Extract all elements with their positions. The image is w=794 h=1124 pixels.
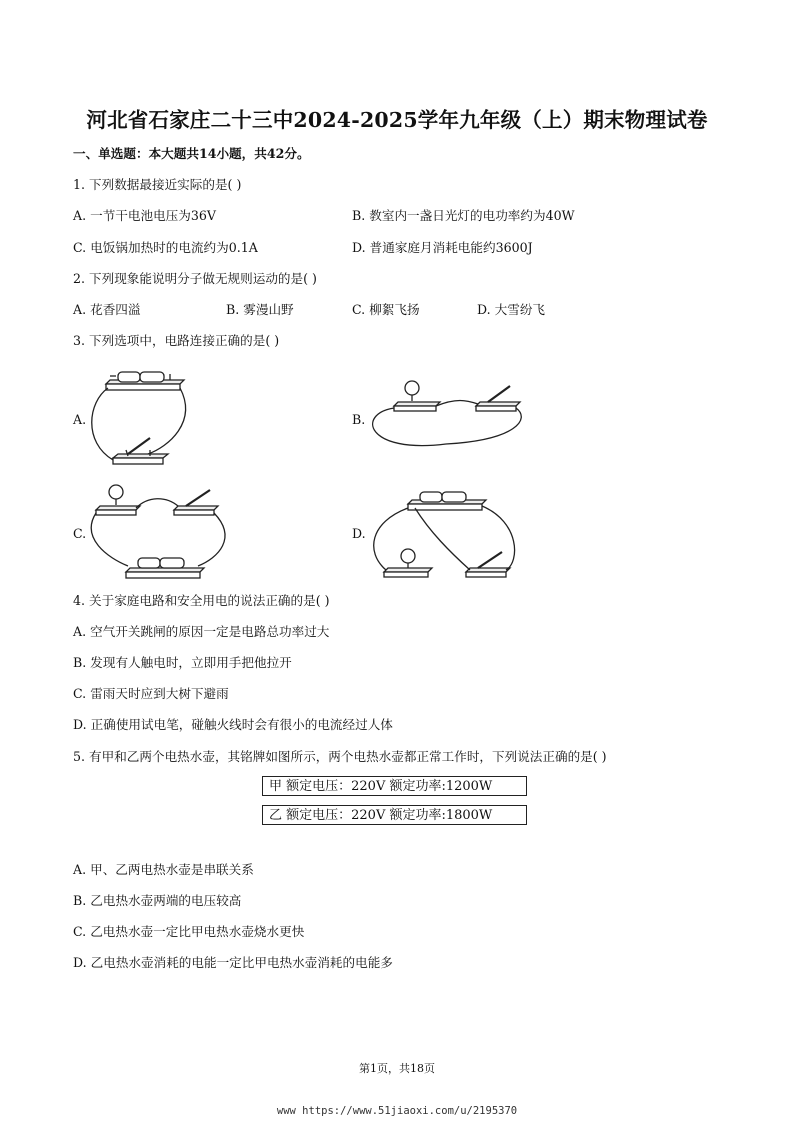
question-1-stem: 1. 下列数据最接近实际的是( ): [73, 177, 242, 192]
question-5-option-b: B. 乙电热水壶两端的电压较高: [73, 893, 242, 908]
page-title: 河北省石家庄二十三中2024-2025学年九年级（上）期末物理试卷: [86, 108, 708, 132]
question-5-option-a: A. 甲、乙两电热水壶是串联关系: [73, 862, 254, 877]
nameplate-jia: 甲 额定电压：220V 额定功率:1200W: [262, 776, 527, 796]
question-1-option-d: D. 普通家庭月消耗电能约3600J: [352, 240, 533, 255]
question-5-option-c: C. 乙电热水壶一定比甲电热水壶烧水更快: [73, 924, 305, 939]
question-4-option-c: C. 雷雨天时应到大树下避雨: [73, 686, 229, 701]
question-5-stem: 5. 有甲和乙两个电热水壶，其铭牌如图所示，两个电热水壶都正常工作时，下列说法正确的是( ): [73, 749, 607, 764]
question-3-option-d: D.: [352, 526, 366, 541]
circuit-diagram-d: [370, 482, 520, 582]
watermark-link[interactable]: www https://www.51jiaoxi.com/u/2195370: [276, 1105, 518, 1117]
question-2-option-c: C. 柳絮飞扬: [352, 302, 420, 317]
question-4-option-b: B. 发现有人触电时，立即用手把他拉开: [73, 655, 292, 670]
question-2-option-a: A. 花香四溢: [73, 302, 141, 317]
question-2-option-b: B. 雾漫山野: [226, 302, 294, 317]
question-3-stem: 3. 下列选项中，电路连接正确的是( ): [73, 333, 280, 348]
question-1-option-b: B. 教室内一盏日光灯的电功率约为40W: [352, 208, 575, 223]
question-4-option-a: A. 空气开关跳闸的原因一定是电路总功率过大: [73, 624, 330, 639]
circuit-diagram-a: [88, 362, 198, 474]
question-1-option-a: A. 一节干电池电压为36V: [73, 208, 216, 223]
section-heading: 一、单选题：本大题共14小题，共42分。: [73, 146, 310, 161]
question-3-option-c: C.: [73, 526, 87, 541]
nameplate-yi: 乙 额定电压：220V 额定功率:1800W: [262, 805, 527, 825]
page-footer: 第1页，共18页: [359, 1062, 435, 1075]
question-1-option-c: C. 电饭锅加热时的电流约为0.1A: [73, 240, 258, 255]
question-2-stem: 2. 下列现象能说明分子做无规则运动的是( ): [73, 271, 317, 286]
question-3-option-b: B.: [352, 412, 366, 427]
question-4-stem: 4. 关于家庭电路和安全用电的说法正确的是( ): [73, 593, 330, 608]
question-5-option-d: D. 乙电热水壶消耗的电能一定比甲电热水壶消耗的电能多: [73, 955, 393, 970]
circuit-diagram-c: [88, 478, 238, 588]
question-2-option-d: D. 大雪纷飞: [477, 302, 546, 317]
question-3-option-a: A.: [73, 412, 87, 427]
question-4-option-d: D. 正确使用试电笔，碰触火线时会有很小的电流经过人体: [73, 717, 393, 732]
circuit-diagram-b: [366, 374, 526, 456]
